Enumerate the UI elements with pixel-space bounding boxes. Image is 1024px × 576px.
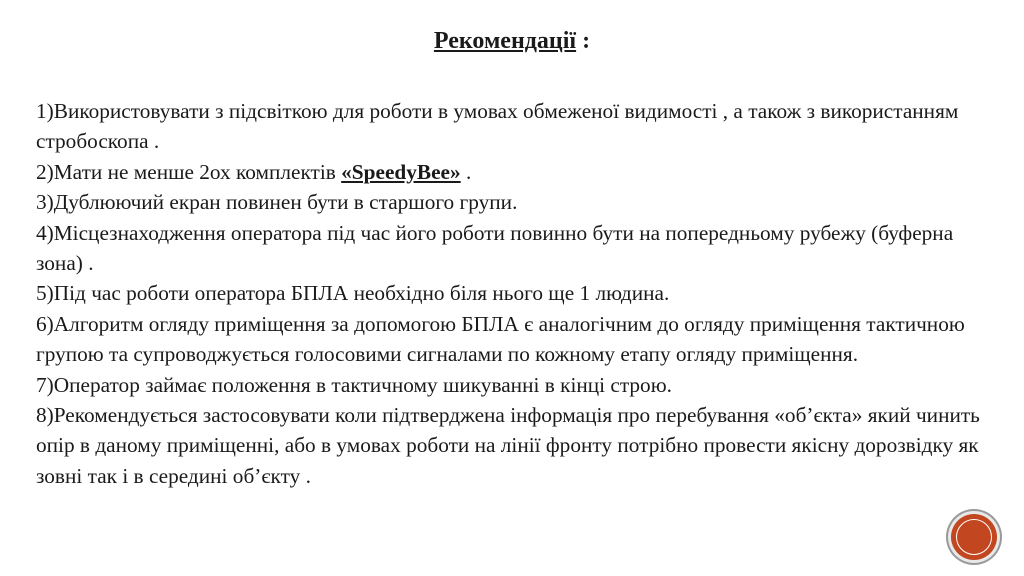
slide-title-text: Рекомендації bbox=[433, 28, 577, 54]
list-item-2-end: . bbox=[460, 159, 472, 184]
list-item-4: 4)Місцезнаходження оператора під час його роботи повинно бути на попередньому рубежу (буферна зона) . bbox=[36, 220, 954, 276]
list-item-8: 8)Рекомендується застосовувати коли підтверджена інформація про перебування «об’єкта» який чинить опір в даному приміщенні, або в умовах роботи на лінії фронту потрібно провести якісну дорозвідку як зовні так і в середині об’єкту . bbox=[36, 403, 980, 488]
list-item-7: 7)Оператор займає положення в тактичному шикуванні в кінці строю. bbox=[36, 372, 672, 397]
slide-number-badge-icon bbox=[951, 514, 997, 560]
list-item-2 bbox=[36, 157, 1001, 187]
badge-ring bbox=[956, 519, 992, 555]
slide-title bbox=[0, 28, 1024, 55]
slide-title-colon: : bbox=[576, 28, 591, 54]
list-item-5: 5)Під час роботи оператора БПЛА необхідно біля нього ще 1 людина. bbox=[36, 281, 670, 306]
speedybee-link[interactable]: «SpeedyBee» bbox=[341, 159, 461, 184]
recommendations-list bbox=[36, 96, 1001, 491]
list-item-1: 1)Використовувати з підсвіткою для роботи в умовах обмеженої видимості , а також з використанням стробоскопа . bbox=[36, 99, 959, 154]
list-item-6: 6)Алгоритм огляду приміщення за допомогою БПЛА є аналогічним до огляду приміщення тактичною групою та супроводжується голосовими сигналами по кожному етапу огляду приміщення. bbox=[36, 311, 965, 367]
list-item-3: 3)Дублюючий екран повинен бути в старшого групи. bbox=[36, 190, 518, 215]
list-item-2-text: 2)Мати не менше 2ох комплектів bbox=[36, 159, 342, 184]
